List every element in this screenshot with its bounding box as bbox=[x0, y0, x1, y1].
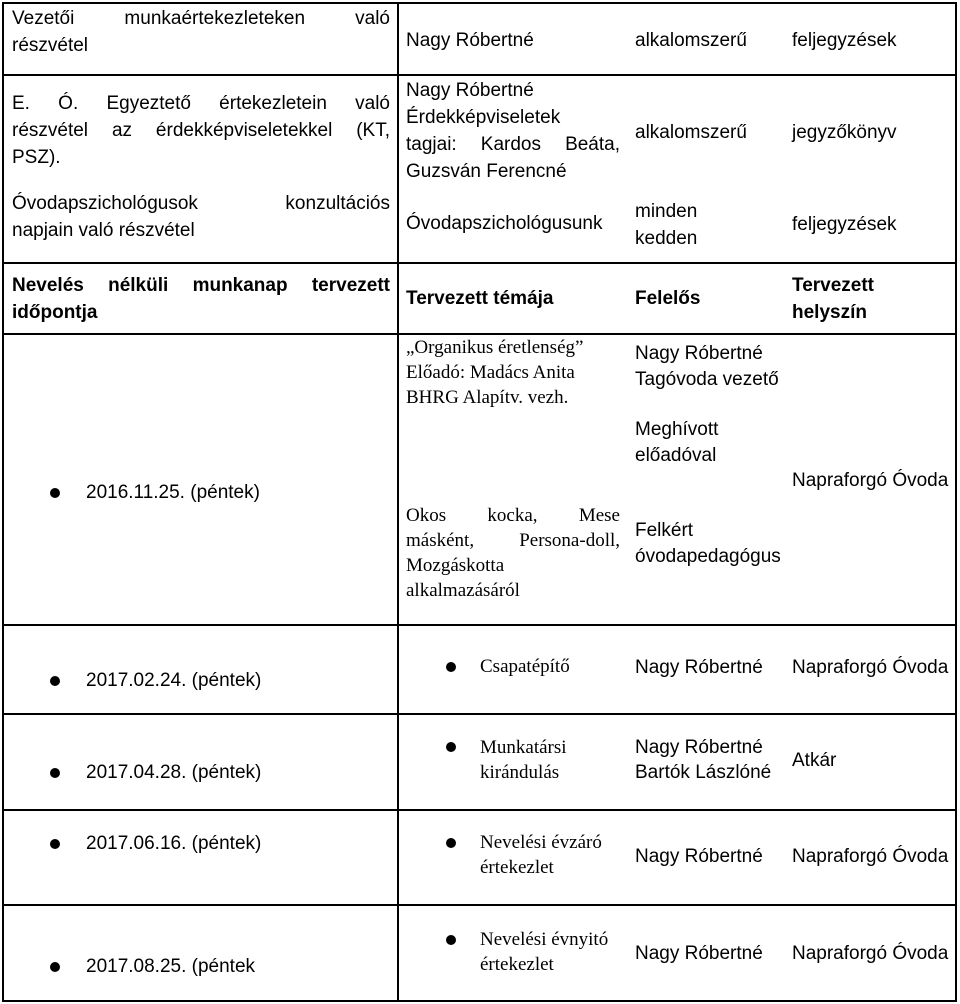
event-topic: Nevelési évzáró bbox=[480, 832, 602, 853]
event-topic: értekezlet bbox=[480, 954, 554, 975]
row-divider bbox=[2, 262, 957, 264]
event-responsible: óvodapedagógus bbox=[635, 546, 781, 567]
responsible-name: Nagy Róbertné bbox=[406, 30, 534, 51]
row-divider bbox=[2, 624, 957, 626]
event-responsible: Felkért bbox=[635, 520, 694, 541]
event-topic: alkalmazásáról bbox=[406, 580, 520, 601]
documentation: feljegyzések bbox=[792, 30, 897, 51]
frequency: alkalomszerű bbox=[635, 30, 747, 51]
table-border-bottom bbox=[2, 1000, 957, 1002]
event-responsible: Meghívott bbox=[635, 419, 719, 440]
table-border-left bbox=[2, 2, 4, 1000]
task-label: Óvodapszichológusok konzultációs bbox=[12, 193, 390, 214]
event-topic: Nevelési évnyitó bbox=[480, 929, 609, 950]
event-topic: kirándulás bbox=[480, 762, 560, 783]
column-header-date: időpontja bbox=[12, 302, 98, 323]
event-place: Napraforgó Óvoda bbox=[792, 657, 949, 678]
table-border-top bbox=[2, 2, 957, 4]
frequency: alkalomszerű bbox=[635, 122, 747, 143]
bullet-icon bbox=[446, 662, 456, 672]
event-place: Napraforgó Óvoda bbox=[792, 943, 949, 964]
event-date: 2017.02.24. (péntek) bbox=[86, 670, 262, 691]
task-label: PSZ). bbox=[12, 147, 61, 168]
bullet-icon bbox=[50, 768, 60, 778]
event-topic: Előadó: Madács Anita bbox=[406, 362, 575, 383]
event-topic: „Organikus éretlenség” bbox=[406, 337, 584, 358]
event-responsible: Tagóvoda vezető bbox=[635, 369, 779, 390]
column-header-topic: Tervezett témája bbox=[406, 288, 554, 309]
event-date: 2017.06.16. (péntek) bbox=[86, 833, 262, 854]
event-responsible: Nagy Róbertné bbox=[635, 943, 763, 964]
bullet-icon bbox=[446, 838, 456, 848]
event-date: 2016.11.25. (péntek) bbox=[86, 482, 260, 503]
responsible-name: Óvodapszichológusunk bbox=[406, 213, 603, 234]
responsible-name: tagjai: Kardos Beáta, bbox=[406, 134, 620, 155]
task-label: napjain való részvétel bbox=[12, 220, 195, 241]
table-border-right bbox=[955, 2, 957, 1000]
bullet-icon bbox=[446, 742, 456, 752]
event-place: Napraforgó Óvoda bbox=[792, 470, 949, 491]
bullet-icon bbox=[446, 935, 456, 945]
row-divider bbox=[2, 74, 957, 76]
column-header-date: Nevelés nélküli munkanap tervezett bbox=[12, 275, 390, 296]
column-header-responsible: Felelős bbox=[635, 288, 701, 309]
responsible-name: Nagy Róbertné bbox=[406, 80, 534, 101]
task-label: részvétel az érdekképviseletekkel (KT, bbox=[12, 120, 390, 141]
task-label: részvétel bbox=[12, 35, 89, 56]
event-responsible: Bartók Lászlóné bbox=[635, 762, 772, 783]
row-divider bbox=[2, 809, 957, 811]
event-topic: BHRG Alapítv. vezh. bbox=[406, 387, 569, 408]
frequency: minden bbox=[635, 201, 698, 222]
column-header-place: helyszín bbox=[792, 302, 867, 323]
event-responsible: Nagy Róbertné bbox=[635, 737, 763, 758]
task-label: Vezetői munkaértekezleteken való bbox=[12, 8, 390, 29]
responsible-name: Érdekképviseletek bbox=[406, 107, 561, 128]
bullet-icon bbox=[50, 676, 60, 686]
event-place: Napraforgó Óvoda bbox=[792, 846, 949, 867]
documentation: jegyzőkönyv bbox=[792, 122, 897, 143]
event-responsible: előadóval bbox=[635, 445, 717, 466]
task-label: E. Ó. Egyeztető értekezletein való bbox=[12, 93, 390, 114]
bullet-icon bbox=[50, 488, 60, 498]
column-header-place: Tervezett bbox=[792, 275, 875, 296]
column-divider bbox=[397, 2, 399, 1000]
responsible-name: Guzsván Ferencné bbox=[406, 161, 567, 182]
frequency: kedden bbox=[635, 228, 698, 249]
bullet-icon bbox=[50, 839, 60, 849]
event-responsible: Nagy Róbertné bbox=[635, 343, 763, 364]
event-topic: Okos kocka, Mese bbox=[406, 505, 620, 526]
event-place: Atkár bbox=[792, 750, 837, 771]
event-topic: Csapatépítő bbox=[480, 656, 570, 677]
event-date: 2017.08.25. (péntek bbox=[86, 956, 256, 977]
event-date: 2017.04.28. (péntek) bbox=[86, 762, 262, 783]
event-topic: másként, Persona-doll, bbox=[406, 530, 620, 551]
row-divider bbox=[2, 713, 957, 715]
event-topic: értekezlet bbox=[480, 857, 554, 878]
event-topic: Mozgáskotta bbox=[406, 555, 505, 576]
event-topic: Munkatársi bbox=[480, 737, 567, 758]
event-responsible: Nagy Róbertné bbox=[635, 657, 763, 678]
row-divider bbox=[2, 904, 957, 906]
event-responsible: Nagy Róbertné bbox=[635, 846, 763, 867]
bullet-icon bbox=[50, 962, 60, 972]
documentation: feljegyzések bbox=[792, 214, 897, 235]
